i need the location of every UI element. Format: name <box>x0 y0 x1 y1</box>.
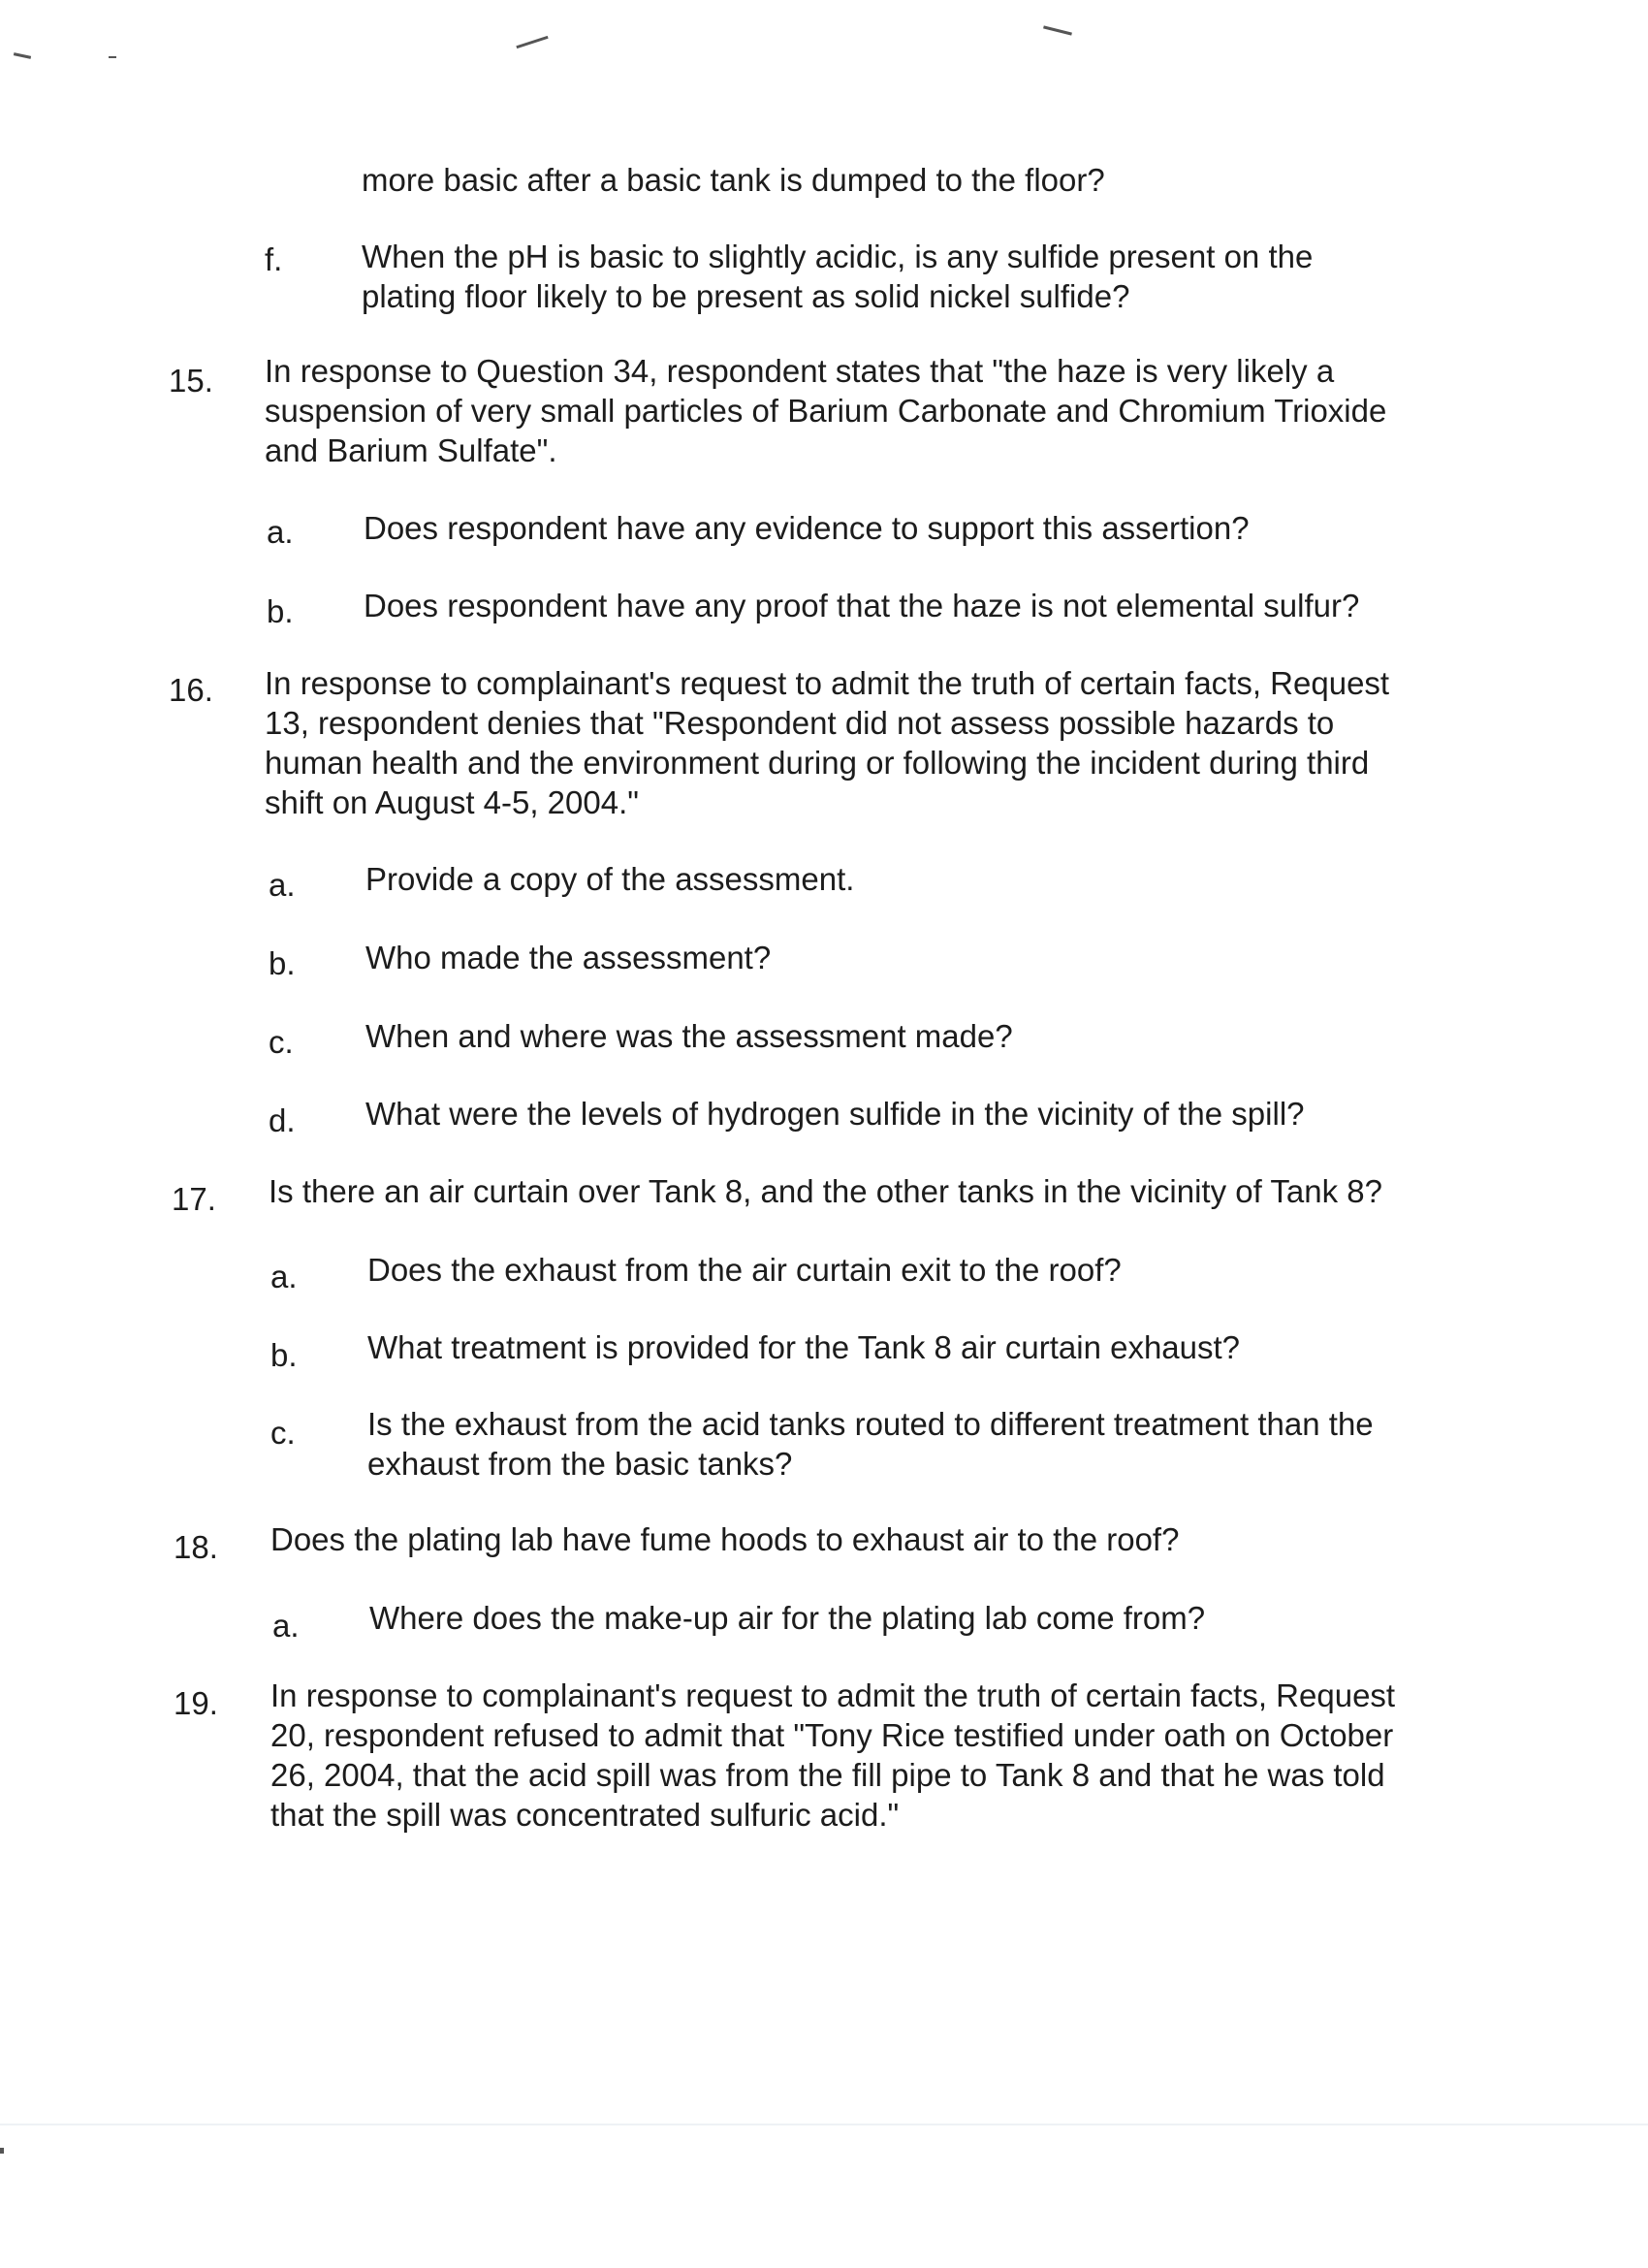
question-17c-line-2: exhaust from the basic tanks? <box>367 1446 793 1482</box>
scan-speck <box>516 36 548 48</box>
question-16-text <box>265 663 1389 822</box>
question-15a-text: Does respondent have any evidence to support this assertion? <box>364 510 1250 546</box>
question-16d-text: What were the levels of hydrogen sulfide in the vicinity of the spill? <box>365 1096 1305 1132</box>
question-16a-text: Provide a copy of the assessment. <box>365 861 855 897</box>
question-16-line-4: shift on August 4-5, 2004." <box>265 784 639 820</box>
question-15-line-1: In response to Question 34, respondent states that "the haze is very likely a <box>265 353 1335 389</box>
question-18-number: 18. <box>174 1529 218 1565</box>
question-16a-letter: a. <box>269 867 296 903</box>
question-15-number: 15. <box>169 363 213 399</box>
question-17b-letter: b. <box>270 1337 298 1373</box>
question-17a-letter: a. <box>270 1259 298 1294</box>
question-19-line-3: 26, 2004, that the acid spill was from the fill pipe to Tank 8 and that he was told <box>270 1757 1385 1793</box>
question-16-line-2: 13, respondent denies that "Respondent did not assess possible hazards to <box>265 705 1335 741</box>
question-17c-letter: c. <box>270 1415 296 1451</box>
item-f-text <box>362 237 1313 316</box>
question-17b-text: What treatment is provided for the Tank 8 air curtain exhaust? <box>367 1329 1241 1365</box>
question-16c-text: When and where was the assessment made? <box>365 1018 1013 1054</box>
question-19-line-2: 20, respondent refused to admit that "Tony Rice testified under oath on October <box>270 1717 1394 1753</box>
question-15b-letter: b. <box>267 593 294 629</box>
question-17-number: 17. <box>172 1181 216 1217</box>
question-18a-letter: a. <box>272 1608 300 1644</box>
question-15a-letter: a. <box>267 514 294 550</box>
question-19-number: 19. <box>174 1685 218 1721</box>
question-18-text: Does the plating lab have fume hoods to exhaust air to the roof? <box>270 1521 1180 1557</box>
scan-speck <box>1043 25 1072 35</box>
question-16d-letter: d. <box>269 1102 296 1138</box>
question-16-line-3: human health and the environment during or following the incident during third <box>265 745 1370 781</box>
question-17c-text <box>367 1404 1374 1484</box>
item-f-line-2: plating floor likely to be present as solid nickel sulfide? <box>362 278 1130 314</box>
question-16-number: 16. <box>169 672 213 708</box>
question-17c-line-1: Is the exhaust from the acid tanks routed to different treatment than the <box>367 1406 1374 1442</box>
scan-speck <box>0 2148 4 2154</box>
question-15-text <box>265 351 1386 470</box>
question-16c-letter: c. <box>269 1024 294 1060</box>
item-f-line-1: When the pH is basic to slightly acidic, is any sulfide present on the <box>362 239 1314 274</box>
question-16b-letter: b. <box>269 945 296 981</box>
question-19-line-4: that the spill was concentrated sulfuric acid." <box>270 1797 900 1833</box>
question-19-line-1: In response to complainant's request to admit the truth of certain facts, Request <box>270 1677 1396 1713</box>
scan-edge <box>0 2124 1648 2125</box>
question-15-line-2: suspension of very small particles of Barium Carbonate and Chromium Trioxide <box>265 393 1387 429</box>
question-15-line-3: and Barium Sulfate". <box>265 432 557 468</box>
question-17a-text: Does the exhaust from the air curtain exit to the roof? <box>367 1252 1122 1288</box>
question-18a-text: Where does the make-up air for the plating lab come from? <box>369 1600 1206 1636</box>
question-17-text: Is there an air curtain over Tank 8, and the other tanks in the vicinity of Tank 8? <box>269 1173 1382 1209</box>
scan-speck <box>14 52 31 59</box>
scan-speck <box>109 56 116 58</box>
question-16-line-1: In response to complainant's request to admit the truth of certain facts, Request <box>265 665 1390 701</box>
item-f-letter: f. <box>265 241 283 277</box>
question-15b-text: Does respondent have any proof that the haze is not elemental sulfur? <box>364 588 1360 623</box>
question-19-text <box>270 1676 1395 1835</box>
question-16b-text: Who made the assessment? <box>365 940 772 975</box>
continuation-text: more basic after a basic tank is dumped to the floor? <box>362 162 1105 198</box>
